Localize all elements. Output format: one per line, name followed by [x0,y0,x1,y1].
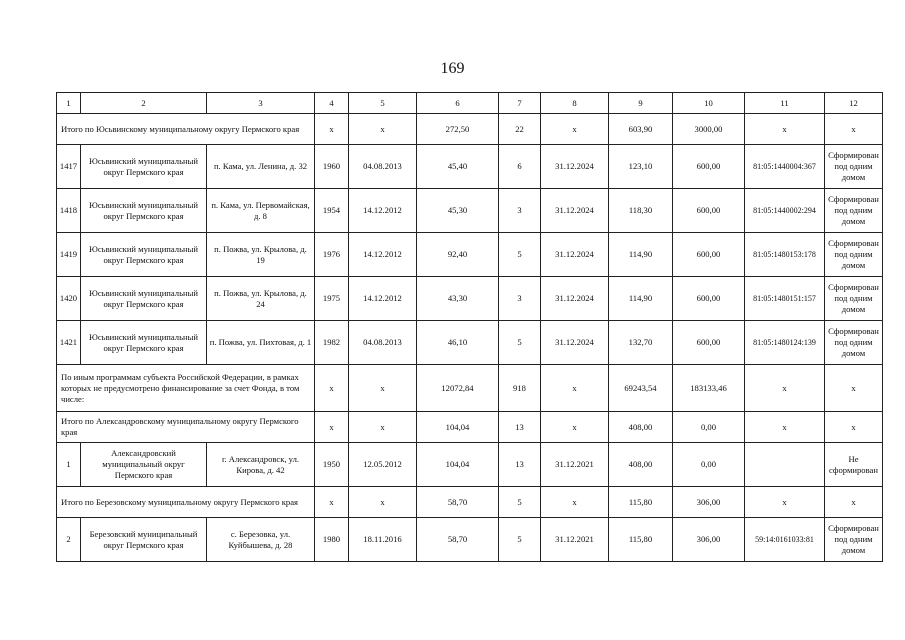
table-cell: 81:05:1440002:294 [745,189,825,233]
page-number: 169 [440,60,465,77]
summary-cell: 13 [499,412,541,443]
table-cell: 1418 [57,189,81,233]
summary-cell: x [745,412,825,443]
table-cell: 123,10 [609,145,673,189]
table-cell: 1980 [315,518,349,562]
table-cell: с. Березовка, ул. Куйбышева, д. 28 [207,518,315,562]
table-cell: 81:05:1480153:178 [745,233,825,277]
summary-cell: 3000,00 [673,114,745,145]
table-row [57,277,883,321]
summary-label: Итого по Юсьвинскому муниципальному округу Пермского края [57,114,315,145]
table-row [57,321,883,365]
table-cell: 46,10 [417,321,499,365]
table-cell: 81:05:1480151:157 [745,277,825,321]
table-cell: п. Пожва, ул. Крылова, д. 24 [207,277,315,321]
table-cell: 18.11.2016 [349,518,417,562]
summary-cell: x [745,487,825,518]
table-cell: Березовский муниципальный округ Пермского края [81,518,207,562]
table-cell: 58,70 [417,518,499,562]
table-cell: 5 [499,233,541,277]
column-number: 1 [57,93,81,114]
summary-cell: x [315,412,349,443]
table-header-row [57,93,883,114]
table-cell: 31.12.2024 [541,321,609,365]
housing-table [56,92,883,562]
table-cell: 1419 [57,233,81,277]
table-cell: 104,04 [417,443,499,487]
summary-cell: 272,50 [417,114,499,145]
summary-cell: 12072,84 [417,365,499,412]
table-cell: Не сформирован [825,443,883,487]
table-cell: 92,40 [417,233,499,277]
table-cell: Юсьвинский муниципальный округ Пермского края [81,145,207,189]
table-cell: 600,00 [673,233,745,277]
table-cell: Сформирован под одним домом [825,145,883,189]
summary-cell: x [825,114,883,145]
summary-cell: 0,00 [673,412,745,443]
summary-label: По иным программам субъекта Российской Федерации, в рамках которых не предусмотрено финансирование за счет Фонда, в том числе: [57,365,315,412]
table-cell: 45,30 [417,189,499,233]
summary-cell: x [315,487,349,518]
column-number: 9 [609,93,673,114]
table-cell: 114,90 [609,233,673,277]
summary-cell: x [541,365,609,412]
table-cell: г. Александровск, ул. Кирова, д. 42 [207,443,315,487]
table-row [57,518,883,562]
table-cell: 13 [499,443,541,487]
table-cell: 59:14:0161033:81 [745,518,825,562]
table-cell: 2 [57,518,81,562]
summary-cell: 115,80 [609,487,673,518]
table-cell: Сформирован под одним домом [825,321,883,365]
summary-label: Итого по Александровскому муниципальному округу Пермского края [57,412,315,443]
column-number: 3 [207,93,315,114]
table-cell: 81:05:1440004:367 [745,145,825,189]
column-number: 6 [417,93,499,114]
table-cell: Сформирован под одним домом [825,233,883,277]
table-cell: 1960 [315,145,349,189]
table-cell: 1954 [315,189,349,233]
summary-cell: x [541,412,609,443]
column-number: 5 [349,93,417,114]
table-cell: 600,00 [673,321,745,365]
column-number: 7 [499,93,541,114]
table-cell: Юсьвинский муниципальный округ Пермского края [81,321,207,365]
summary-cell: x [349,114,417,145]
table-cell: Юсьвинский муниципальный округ Пермского края [81,189,207,233]
summary-cell: x [349,487,417,518]
summary-cell: 183133,46 [673,365,745,412]
table-cell: 31.12.2021 [541,518,609,562]
summary-cell: x [825,412,883,443]
table-cell: 12.05.2012 [349,443,417,487]
table-cell: Юсьвинский муниципальный округ Пермского края [81,277,207,321]
table-cell: 6 [499,145,541,189]
summary-cell: x [315,114,349,145]
table-cell: 118,30 [609,189,673,233]
summary-cell: x [745,365,825,412]
table-cell: 1420 [57,277,81,321]
table-cell: 14.12.2012 [349,277,417,321]
table-cell: 31.12.2024 [541,233,609,277]
table-cell: 43,30 [417,277,499,321]
table-row [57,145,883,189]
column-number: 11 [745,93,825,114]
table-cell: 45,40 [417,145,499,189]
table-row [57,443,883,487]
table-cell: Александровский муниципальный округ Пермского края [81,443,207,487]
table-cell: 1982 [315,321,349,365]
table-cell: Сформирован под одним домом [825,277,883,321]
table-cell: 600,00 [673,189,745,233]
column-number: 2 [81,93,207,114]
table-cell: 600,00 [673,277,745,321]
table-cell: Сформирован под одним домом [825,189,883,233]
table-cell: п. Пожва, ул. Пихтовая, д. 1 [207,321,315,365]
summary-row [57,487,883,518]
summary-cell: x [825,487,883,518]
summary-cell: 306,00 [673,487,745,518]
summary-cell: x [315,365,349,412]
summary-cell: 603,90 [609,114,673,145]
table-cell: 81:05:1480124:139 [745,321,825,365]
table-cell: 408,00 [609,443,673,487]
summary-cell: x [745,114,825,145]
table-cell [745,443,825,487]
table-cell: 115,80 [609,518,673,562]
table-cell: 1975 [315,277,349,321]
table-cell: 1 [57,443,81,487]
table-cell: 5 [499,518,541,562]
table-cell: Сформирован под одним домом [825,518,883,562]
summary-row [57,114,883,145]
table-cell: п. Кама, ул. Ленина, д. 32 [207,145,315,189]
table-cell: 306,00 [673,518,745,562]
table-cell: 5 [499,321,541,365]
table-cell: 1417 [57,145,81,189]
table-cell: 3 [499,277,541,321]
table-cell: 04.08.2013 [349,145,417,189]
summary-cell: 5 [499,487,541,518]
table-cell: 31.12.2024 [541,145,609,189]
summary-cell: x [349,365,417,412]
summary-cell: 58,70 [417,487,499,518]
column-number: 12 [825,93,883,114]
table-cell: 132,70 [609,321,673,365]
table-cell: 14.12.2012 [349,233,417,277]
table-row [57,189,883,233]
table-cell: 1421 [57,321,81,365]
table-cell: 14.12.2012 [349,189,417,233]
table-cell: п. Кама, ул. Первомайская, д. 8 [207,189,315,233]
table-cell: 1950 [315,443,349,487]
table-cell: 600,00 [673,145,745,189]
summary-row [57,365,883,412]
table-cell: 3 [499,189,541,233]
column-number: 4 [315,93,349,114]
table-cell: Юсьвинский муниципальный округ Пермского края [81,233,207,277]
column-number: 10 [673,93,745,114]
table-cell: 1976 [315,233,349,277]
summary-cell: x [541,114,609,145]
table-cell: п. Пожва, ул. Крылова, д. 19 [207,233,315,277]
table-row [57,233,883,277]
summary-label: Итого по Березовскому муниципальному округу Пермского края [57,487,315,518]
summary-cell: 22 [499,114,541,145]
summary-row [57,412,883,443]
table-cell: 0,00 [673,443,745,487]
summary-cell: 918 [499,365,541,412]
table-cell: 31.12.2024 [541,189,609,233]
summary-cell: x [349,412,417,443]
table-cell: 114,90 [609,277,673,321]
table-cell: 04.08.2013 [349,321,417,365]
summary-cell: x [541,487,609,518]
summary-cell: 69243,54 [609,365,673,412]
summary-cell: 104,04 [417,412,499,443]
column-number: 8 [541,93,609,114]
summary-cell: 408,00 [609,412,673,443]
table-cell: 31.12.2021 [541,443,609,487]
summary-cell: x [825,365,883,412]
table-cell: 31.12.2024 [541,277,609,321]
